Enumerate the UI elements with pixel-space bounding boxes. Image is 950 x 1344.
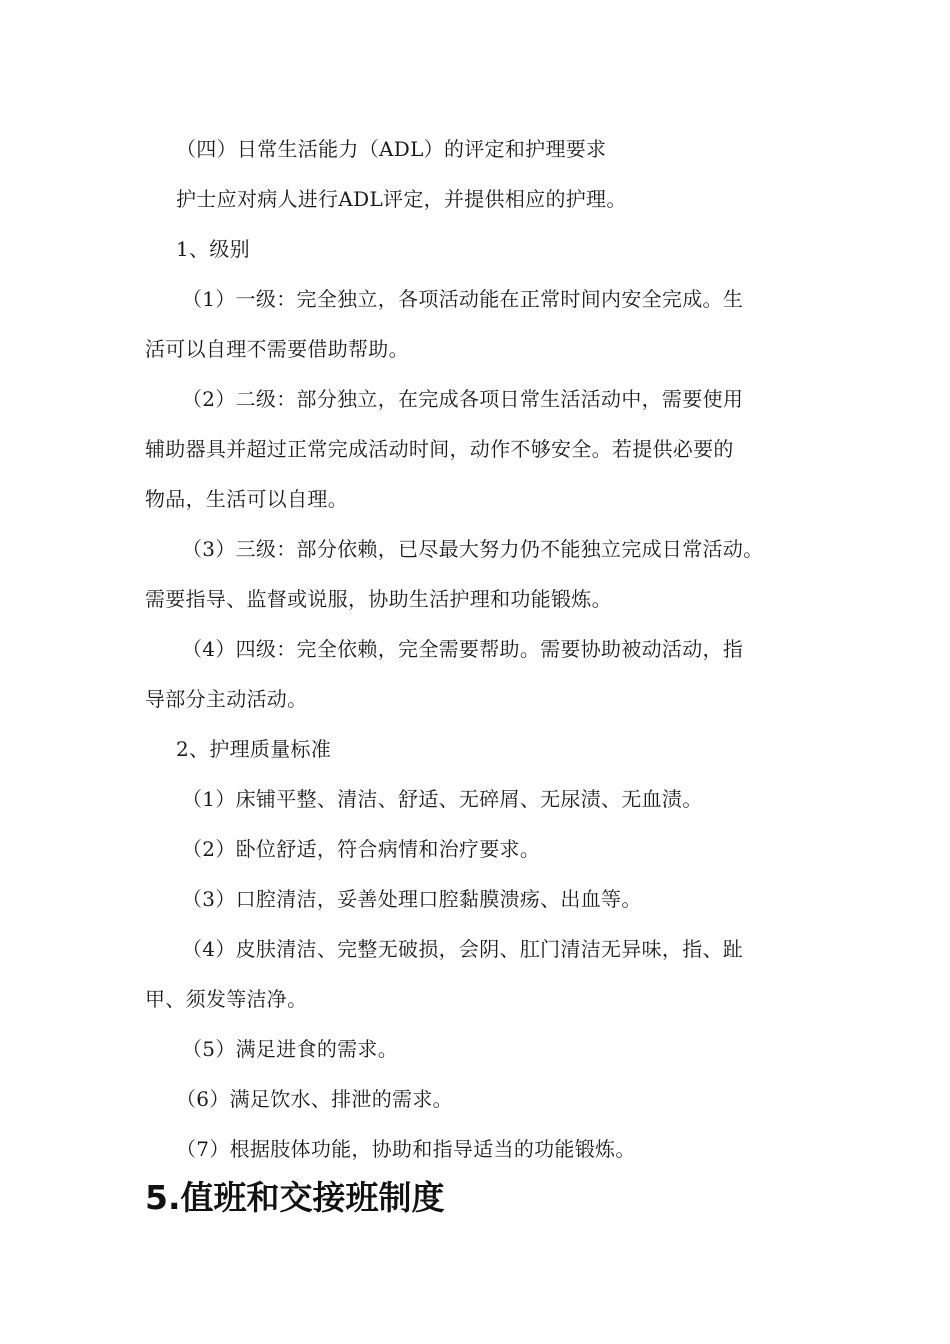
subsection-title-quality: 2、护理质量标准 — [176, 737, 332, 761]
level-2-line-3: 物品，生活可以自理。 — [145, 487, 348, 511]
quality-item-7: （7）根据肢体功能，协助和指导适当的功能锻炼。 — [176, 1137, 636, 1161]
quality-item-1: （1）床铺平整、清洁、舒适、无碎屑、无尿渍、无血渍。 — [182, 787, 703, 811]
section-title-adl: （四）日常生活能力（ADL）的评定和护理要求 — [176, 137, 607, 161]
chapter-heading: 5.值班和交接班制度 — [145, 1178, 445, 1217]
level-2-line-1: （2）二级：部分独立，在完成各项日常生活活动中，需要使用 — [182, 387, 744, 411]
paragraph-intro: 护士应对病人进行ADL评定，并提供相应的护理。 — [176, 187, 627, 211]
quality-item-6: （6）满足饮水、排泄的需求。 — [176, 1087, 453, 1111]
level-3-line-2: 需要指导、监督或说服，协助生活护理和功能锻炼。 — [145, 587, 612, 611]
quality-item-4-line-2: 甲、须发等洁净。 — [145, 987, 308, 1011]
level-2-line-2: 辅助器具并超过正常完成活动时间，动作不够安全。若提供必要的 — [145, 437, 734, 461]
level-4-line-2: 导部分主动活动。 — [145, 687, 308, 711]
quality-item-5: （5）满足进食的需求。 — [182, 1037, 399, 1061]
level-4-line-1: （4）四级：完全依赖，完全需要帮助。需要协助被动活动，指 — [182, 637, 744, 661]
level-1-line-1: （1）一级：完全独立，各项活动能在正常时间内安全完成。生 — [182, 287, 744, 311]
level-3-line-1: （3）三级：部分依赖，已尽最大努力仍不能独立完成日常活动。 — [182, 537, 764, 561]
quality-item-4-line-1: （4）皮肤清洁、完整无破损，会阴、肛门清洁无异味，指、趾 — [182, 937, 744, 961]
quality-item-3: （3）口腔清洁，妥善处理口腔黏膜溃疡、出血等。 — [182, 887, 642, 911]
level-1-line-2: 活可以自理不需要借助帮助。 — [145, 337, 409, 361]
subsection-title-levels: 1、级别 — [176, 237, 250, 261]
quality-item-2: （2）卧位舒适，符合病情和治疗要求。 — [182, 837, 541, 861]
